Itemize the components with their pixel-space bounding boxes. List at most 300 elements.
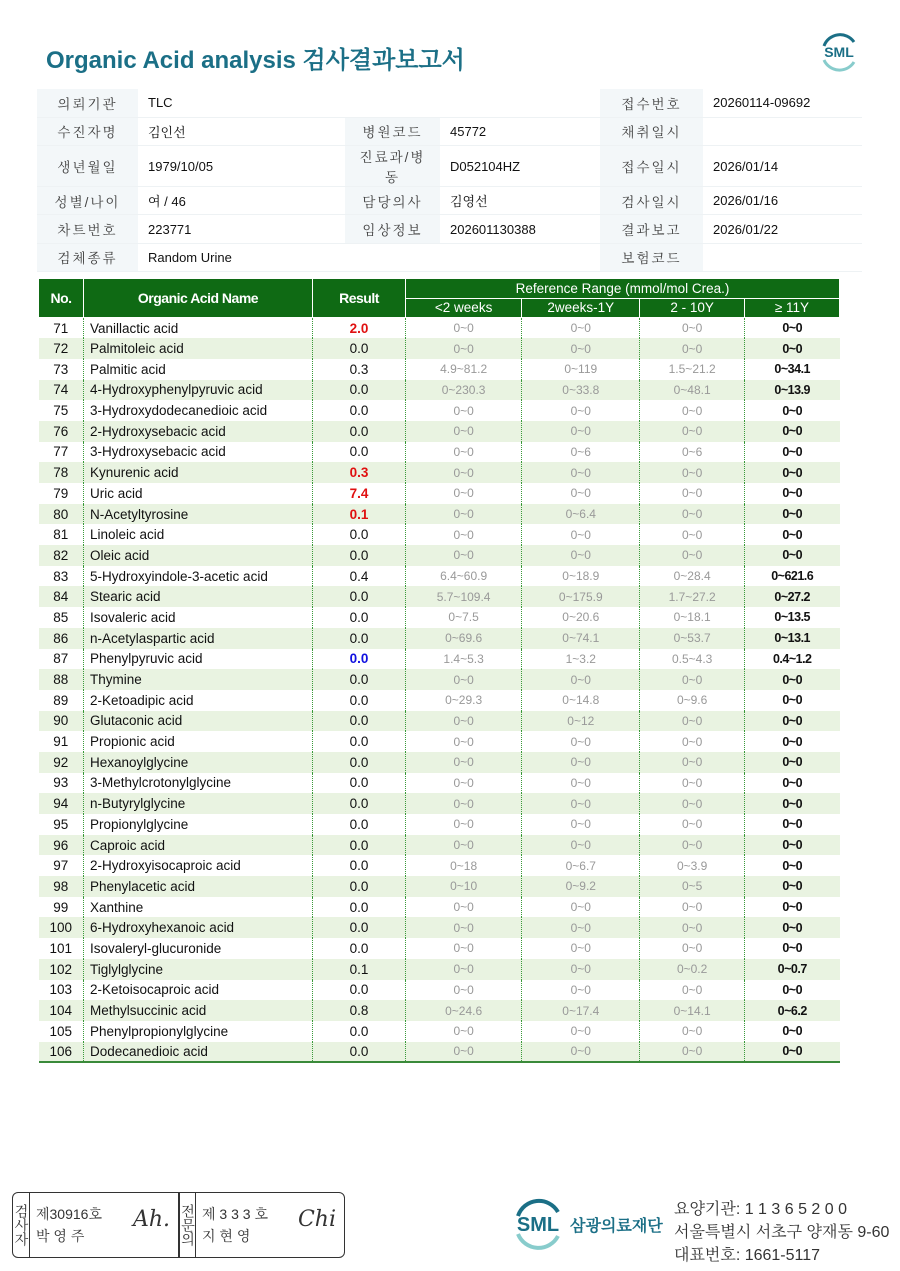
- acid-name: n-Butyrylglycine: [84, 793, 313, 814]
- ref-lt2weeks: 4.9~81.2: [406, 359, 522, 380]
- examiner-license: 제30916호: [36, 1206, 102, 1222]
- result-value: 0.0: [313, 545, 406, 566]
- info-value: [440, 89, 600, 117]
- ref-ge11y: 0~0: [744, 669, 839, 690]
- ref-lt2weeks: 0~0: [406, 483, 522, 504]
- ref-2-10y: 0~0: [640, 338, 745, 359]
- acid-name: Dodecanedioic acid: [84, 1042, 313, 1063]
- info-value: 1979/10/05: [138, 146, 345, 187]
- ref-2-10y: 0~0: [640, 897, 745, 918]
- acid-name: Xanthine: [84, 897, 313, 918]
- row-no: 79: [53, 485, 69, 501]
- ref-2-10y: 0~0: [640, 814, 745, 835]
- ref-2-10y: 0~0: [640, 980, 745, 1001]
- result-value: 0.0: [313, 338, 406, 359]
- result-value: 0.0: [313, 649, 406, 670]
- row-no: 94: [39, 793, 84, 814]
- ref-2-10y: 0~0: [640, 421, 745, 442]
- acid-name: Isovaleric acid: [84, 607, 313, 628]
- info-value: 202601130388: [440, 215, 600, 243]
- info-label: 검사일시: [600, 187, 703, 215]
- acid-name: Glutaconic acid: [84, 711, 313, 732]
- ref-2weeks-1y: 0~0: [522, 917, 640, 938]
- info-label: 생년월일: [37, 146, 138, 187]
- ref-lt2weeks: 0~0: [406, 545, 522, 566]
- table-row: [39, 318, 840, 339]
- acid-name: Isovaleryl-glucuronide: [84, 938, 313, 959]
- ref-ge11y: 0~0: [744, 855, 839, 876]
- ref-2weeks-1y: 0~0: [522, 752, 640, 773]
- row-no: 81: [53, 527, 69, 543]
- table-row: [39, 773, 840, 794]
- header-age-1: <2 weeks: [406, 298, 522, 318]
- doctor-license: 제 3 3 3 호: [202, 1206, 268, 1222]
- ref-ge11y: 0~0: [744, 897, 839, 918]
- table-row: [39, 338, 840, 359]
- ref-2-10y: 0~0: [640, 1042, 745, 1063]
- result-value: 0.8: [313, 1000, 406, 1021]
- ref-2-10y: 0~0: [640, 752, 745, 773]
- ref-2-10y: 0~5: [640, 876, 745, 897]
- ref-2weeks-1y: 0~0: [522, 400, 640, 421]
- ref-2weeks-1y: 0~20.6: [522, 607, 640, 628]
- ref-ge11y: 0~0: [744, 1042, 839, 1063]
- acid-name: 2-Ketoisocaproic acid: [84, 980, 313, 1001]
- examiner-signature: Ah.: [132, 1207, 170, 1232]
- info-value: 김영선: [440, 187, 600, 215]
- row-no: 80: [39, 504, 84, 525]
- ref-2-10y: 0~0: [640, 1021, 745, 1042]
- table-row: [39, 359, 840, 380]
- acid-name: N-Acetyltyrosine: [84, 504, 313, 525]
- ref-ge11y: 0~0: [744, 524, 839, 545]
- acid-name: 6-Hydroxyhexanoic acid: [84, 917, 313, 938]
- sml-foot-logo-icon: [510, 1196, 566, 1252]
- table-row: [39, 586, 840, 607]
- ref-2weeks-1y: 0~0: [522, 938, 640, 959]
- ref-ge11y: 0~0: [744, 690, 839, 711]
- ref-ge11y: 0~0: [744, 483, 839, 504]
- footer-phone: 대표번호: 1661-5117: [674, 1247, 821, 1264]
- ref-lt2weeks: 0~0: [406, 814, 522, 835]
- row-no: 87: [53, 651, 69, 667]
- row-no: 95: [53, 816, 69, 832]
- ref-2weeks-1y: 0~119: [522, 359, 640, 380]
- ref-ge11y: 0~0: [744, 400, 839, 421]
- result-value: 0.0: [313, 731, 406, 752]
- ref-ge11y: 0~0: [744, 793, 839, 814]
- ref-2weeks-1y: 0~33.8: [522, 380, 640, 401]
- ref-2weeks-1y: 0~0: [522, 1042, 640, 1063]
- row-no: 84: [39, 586, 84, 607]
- row-no: 89: [53, 692, 69, 708]
- ref-lt2weeks: 0~0: [406, 338, 522, 359]
- result-value: 0.0: [313, 421, 406, 442]
- acid-name: Methylsuccinic acid: [84, 1000, 313, 1021]
- row-no: 86: [39, 628, 84, 649]
- info-row: [37, 117, 862, 145]
- row-no: 97: [53, 858, 69, 874]
- ref-lt2weeks: 0~230.3: [406, 380, 522, 401]
- info-value: [703, 243, 862, 271]
- result-value: 0.0: [313, 876, 406, 897]
- row-no: 96: [39, 835, 84, 856]
- ref-lt2weeks: 1.4~5.3: [406, 649, 522, 670]
- acid-name: 2-Hydroxysebacic acid: [84, 421, 313, 442]
- ref-2-10y: 0~0: [640, 545, 745, 566]
- acid-name: Vanillactic acid: [84, 318, 313, 339]
- ref-2weeks-1y: 0~12: [522, 711, 640, 732]
- result-value: 0.0: [313, 752, 406, 773]
- ref-2weeks-1y: 0~0: [522, 524, 640, 545]
- ref-ge11y: 0~0: [744, 980, 839, 1001]
- row-no: 102: [39, 959, 84, 980]
- ref-2weeks-1y: 0~0: [522, 318, 640, 339]
- table-row: [39, 690, 840, 711]
- ref-ge11y: 0~13.9: [744, 380, 839, 401]
- info-label: 채취일시: [600, 117, 703, 145]
- table-row: [39, 897, 840, 918]
- ref-2weeks-1y: 0~0: [522, 959, 640, 980]
- report-title: Organic Acid analysis 검사결과보고서: [46, 47, 465, 74]
- acid-name: Phenylpyruvic acid: [84, 649, 313, 670]
- result-value: 0.3: [313, 359, 406, 380]
- result-value: 0.1: [313, 504, 406, 525]
- ref-2-10y: 0~0: [640, 483, 745, 504]
- header-result: Result: [313, 279, 406, 318]
- ref-ge11y: 0~0: [744, 711, 839, 732]
- table-row: [39, 835, 840, 856]
- info-label: 담당의사: [345, 187, 440, 215]
- row-no: 88: [39, 669, 84, 690]
- table-row: [39, 545, 840, 566]
- ref-ge11y: 0~34.1: [744, 359, 839, 380]
- row-no: 91: [53, 734, 69, 750]
- ref-lt2weeks: 0~18: [406, 855, 522, 876]
- ref-ge11y: 0~0: [744, 421, 839, 442]
- row-no: 105: [49, 1023, 73, 1039]
- header-age-2: 2weeks-1Y: [522, 298, 640, 318]
- info-value: D052104HZ: [440, 146, 600, 187]
- ref-lt2weeks: 0~0: [406, 711, 522, 732]
- ref-ge11y: 0~0: [744, 545, 839, 566]
- result-value: 0.0: [313, 917, 406, 938]
- ref-ge11y: 0~0: [744, 835, 839, 856]
- result-value: 0.0: [313, 855, 406, 876]
- examiner-name: 박 영 주: [36, 1228, 85, 1244]
- ref-2-10y: 1.5~21.2: [640, 359, 745, 380]
- info-row: [37, 146, 862, 187]
- ref-lt2weeks: 0~0: [406, 835, 522, 856]
- ref-ge11y: 0~13.5: [744, 607, 839, 628]
- result-value: 0.0: [313, 607, 406, 628]
- ref-ge11y: 0~0: [744, 442, 839, 463]
- info-value: 2026/01/14: [703, 146, 862, 187]
- info-label: 검체종류: [37, 243, 138, 271]
- info-value: TLC: [138, 89, 345, 117]
- info-label: 결과보고: [600, 215, 703, 243]
- ref-lt2weeks: 0~0: [406, 752, 522, 773]
- table-row: [39, 442, 840, 463]
- table-row: [39, 607, 840, 628]
- info-label: [345, 89, 440, 117]
- row-no: 77: [53, 444, 69, 460]
- table-row: [39, 876, 840, 897]
- ref-lt2weeks: 6.4~60.9: [406, 566, 522, 587]
- ref-2-10y: 0~0.2: [640, 959, 745, 980]
- table-row: [39, 814, 840, 835]
- acid-name: Thymine: [84, 669, 313, 690]
- ref-2weeks-1y: 0~0: [522, 835, 640, 856]
- info-value: 2026/01/22: [703, 215, 862, 243]
- info-value: [440, 243, 600, 271]
- row-no: 106: [39, 1042, 84, 1063]
- ref-2-10y: 0~0: [640, 669, 745, 690]
- info-value: Random Urine: [138, 243, 345, 271]
- ref-2-10y: 0.5~4.3: [640, 649, 745, 670]
- header-age-3: 2 - 10Y: [640, 298, 745, 318]
- result-value: 0.0: [313, 1021, 406, 1042]
- ref-2weeks-1y: 0~74.1: [522, 628, 640, 649]
- table-row: [39, 752, 840, 773]
- ref-2weeks-1y: 0~0: [522, 980, 640, 1001]
- ref-lt2weeks: 0~69.6: [406, 628, 522, 649]
- ref-ge11y: 0~0: [744, 1021, 839, 1042]
- acid-name: Tiglylglycine: [84, 959, 313, 980]
- result-value: 0.0: [313, 980, 406, 1001]
- ref-lt2weeks: 0~0: [406, 421, 522, 442]
- result-value: 2.0: [313, 318, 406, 339]
- table-row: [39, 380, 840, 401]
- ref-ge11y: 0~0: [744, 752, 839, 773]
- acid-name: Palmitoleic acid: [84, 338, 313, 359]
- info-label: 성별/나이: [37, 187, 138, 215]
- result-value: 0.3: [313, 462, 406, 483]
- ref-lt2weeks: 0~0: [406, 462, 522, 483]
- footer-address: [674, 1198, 889, 1267]
- info-label: 보험코드: [600, 243, 703, 271]
- row-no: 99: [53, 899, 69, 915]
- svg-text:SML: SML: [824, 44, 854, 60]
- acid-name: Caproic acid: [84, 835, 313, 856]
- ref-2-10y: 0~0: [640, 917, 745, 938]
- row-no: 78: [39, 462, 84, 483]
- result-value: 0.0: [313, 400, 406, 421]
- row-no: 104: [39, 1000, 84, 1021]
- table-row: [39, 793, 840, 814]
- ref-lt2weeks: 0~7.5: [406, 607, 522, 628]
- table-row: [39, 731, 840, 752]
- row-no: 83: [53, 568, 69, 584]
- ref-lt2weeks: 5.7~109.4: [406, 586, 522, 607]
- organic-acid-results-table: [38, 278, 840, 1063]
- ref-ge11y: 0~0: [744, 938, 839, 959]
- ref-lt2weeks: 0~10: [406, 876, 522, 897]
- ref-2-10y: 0~0: [640, 462, 745, 483]
- info-label: 진료과/병동: [345, 146, 440, 187]
- row-no: 73: [53, 361, 69, 377]
- row-no: 92: [39, 752, 84, 773]
- header-age-4: ≥ 11Y: [744, 298, 839, 318]
- ref-ge11y: 0~0: [744, 318, 839, 339]
- ref-lt2weeks: 0~0: [406, 1021, 522, 1042]
- row-no: 101: [49, 940, 73, 956]
- table-row: [39, 400, 840, 421]
- ref-2-10y: 0~6: [640, 442, 745, 463]
- table-row: [39, 917, 840, 938]
- ref-ge11y: 0~0: [744, 504, 839, 525]
- doctor-name: 지 현 영: [202, 1228, 251, 1244]
- result-value: 0.0: [313, 814, 406, 835]
- ref-2weeks-1y: 0~0: [522, 462, 640, 483]
- acid-name: 2-Hydroxyisocaproic acid: [84, 855, 313, 876]
- result-value: 0.0: [313, 690, 406, 711]
- info-label: [345, 243, 440, 271]
- acid-name: Phenylacetic acid: [84, 876, 313, 897]
- acid-name: 2-Ketoadipic acid: [84, 690, 313, 711]
- result-value: 0.0: [313, 628, 406, 649]
- ref-2-10y: 0~18.1: [640, 607, 745, 628]
- ref-2weeks-1y: 0~0: [522, 731, 640, 752]
- table-row: [39, 980, 840, 1001]
- info-label: 수진자명: [37, 117, 138, 145]
- ref-ge11y: 0~621.6: [744, 566, 839, 587]
- info-value: 45772: [440, 117, 600, 145]
- ref-2-10y: 0~0: [640, 524, 745, 545]
- row-no: 90: [39, 711, 84, 732]
- header-name: Organic Acid Name: [84, 279, 313, 318]
- examiner-label: 검사자: [13, 1193, 30, 1257]
- ref-2weeks-1y: 0~6: [522, 442, 640, 463]
- row-no: 103: [49, 982, 73, 998]
- result-value: 0.1: [313, 959, 406, 980]
- info-label: 의뢰기관: [37, 89, 138, 117]
- ref-ge11y: 0~0: [744, 338, 839, 359]
- row-no: 71: [53, 320, 69, 336]
- ref-2-10y: 0~9.6: [640, 690, 745, 711]
- ref-2weeks-1y: 0~0: [522, 669, 640, 690]
- acid-name: Stearic acid: [84, 586, 313, 607]
- ref-2weeks-1y: 0~0: [522, 897, 640, 918]
- ref-2-10y: 0~0: [640, 835, 745, 856]
- table-row: [39, 421, 840, 442]
- ref-2-10y: 0~0: [640, 504, 745, 525]
- table-row: [39, 711, 840, 732]
- ref-2-10y: 0~0: [640, 318, 745, 339]
- table-row: [39, 1021, 840, 1042]
- ref-2-10y: 0~0: [640, 793, 745, 814]
- row-no: 75: [53, 403, 69, 419]
- footer-institution-code: 요양기관: 1 1 3 6 5 2 0 0: [674, 1201, 848, 1218]
- info-label: 차트번호: [37, 215, 138, 243]
- ref-lt2weeks: 0~0: [406, 897, 522, 918]
- ref-lt2weeks: 0~0: [406, 400, 522, 421]
- ref-2weeks-1y: 0~0: [522, 421, 640, 442]
- acid-name: Oleic acid: [84, 545, 313, 566]
- ref-lt2weeks: 0~0: [406, 504, 522, 525]
- info-value: 2026/01/16: [703, 187, 862, 215]
- table-row: [39, 462, 840, 483]
- ref-2weeks-1y: 0~0: [522, 814, 640, 835]
- acid-name: 3-Methylcrotonylglycine: [84, 773, 313, 794]
- info-value: 223771: [138, 215, 345, 243]
- ref-lt2weeks: 0~0: [406, 1042, 522, 1063]
- info-value: 김인선: [138, 117, 345, 145]
- ref-ge11y: 0~0: [744, 814, 839, 835]
- table-row: [39, 628, 840, 649]
- ref-2weeks-1y: 0~6.7: [522, 855, 640, 876]
- acid-name: Hexanoylglycine: [84, 752, 313, 773]
- ref-lt2weeks: 0~29.3: [406, 690, 522, 711]
- ref-2-10y: 0~0: [640, 731, 745, 752]
- ref-lt2weeks: 0~0: [406, 938, 522, 959]
- table-row: [39, 1042, 840, 1063]
- ref-2weeks-1y: 0~9.2: [522, 876, 640, 897]
- result-value: 0.0: [313, 793, 406, 814]
- table-row: [39, 669, 840, 690]
- ref-2-10y: 0~48.1: [640, 380, 745, 401]
- acid-name: Palmitic acid: [84, 359, 313, 380]
- svg-text:SML: SML: [516, 1214, 560, 1236]
- ref-2weeks-1y: 0~0: [522, 338, 640, 359]
- ref-2-10y: 0~0: [640, 773, 745, 794]
- info-row: [37, 89, 862, 117]
- ref-ge11y: 0~13.1: [744, 628, 839, 649]
- table-row: [39, 524, 840, 545]
- ref-2-10y: 0~14.1: [640, 1000, 745, 1021]
- ref-2weeks-1y: 0~0: [522, 545, 640, 566]
- ref-ge11y: 0~0: [744, 731, 839, 752]
- ref-lt2weeks: 0~0: [406, 959, 522, 980]
- info-row: [37, 215, 862, 243]
- ref-2weeks-1y: 0~0: [522, 773, 640, 794]
- ref-lt2weeks: 0~0: [406, 442, 522, 463]
- info-row: [37, 243, 862, 271]
- ref-2weeks-1y: 0~14.8: [522, 690, 640, 711]
- info-value: 20260114-09692: [703, 89, 862, 117]
- row-no: 100: [39, 917, 84, 938]
- result-value: 0.0: [313, 938, 406, 959]
- ref-ge11y: 0~27.2: [744, 586, 839, 607]
- info-label: 병원코드: [345, 117, 440, 145]
- footer-org-name: 삼광의료재단: [570, 1217, 663, 1235]
- row-no: 76: [39, 421, 84, 442]
- acid-name: 3-Hydroxydodecanedioic acid: [84, 400, 313, 421]
- table-row: [39, 938, 840, 959]
- ref-2-10y: 0~0: [640, 400, 745, 421]
- footer-logo: [510, 1196, 663, 1252]
- ref-2-10y: 1.7~27.2: [640, 586, 745, 607]
- signature-box: [12, 1192, 345, 1258]
- acid-name: n-Acetylaspartic acid: [84, 628, 313, 649]
- ref-ge11y: 0.4~1.2: [744, 649, 839, 670]
- acid-name: 5-Hydroxyindole-3-acetic acid: [84, 566, 313, 587]
- header-reference-range: Reference Range (mmol/mol Crea.): [406, 279, 840, 299]
- result-value: 0.4: [313, 566, 406, 587]
- ref-2-10y: 0~53.7: [640, 628, 745, 649]
- ref-lt2weeks: 0~0: [406, 318, 522, 339]
- info-value: [703, 117, 862, 145]
- row-no: 72: [39, 338, 84, 359]
- acid-name: 3-Hydroxysebacic acid: [84, 442, 313, 463]
- result-value: 0.0: [313, 524, 406, 545]
- result-value: 0.0: [313, 442, 406, 463]
- row-no: 85: [53, 609, 69, 625]
- info-label: 임상정보: [345, 215, 440, 243]
- ref-2-10y: 0~28.4: [640, 566, 745, 587]
- ref-ge11y: 0~0: [744, 876, 839, 897]
- result-value: 0.0: [313, 711, 406, 732]
